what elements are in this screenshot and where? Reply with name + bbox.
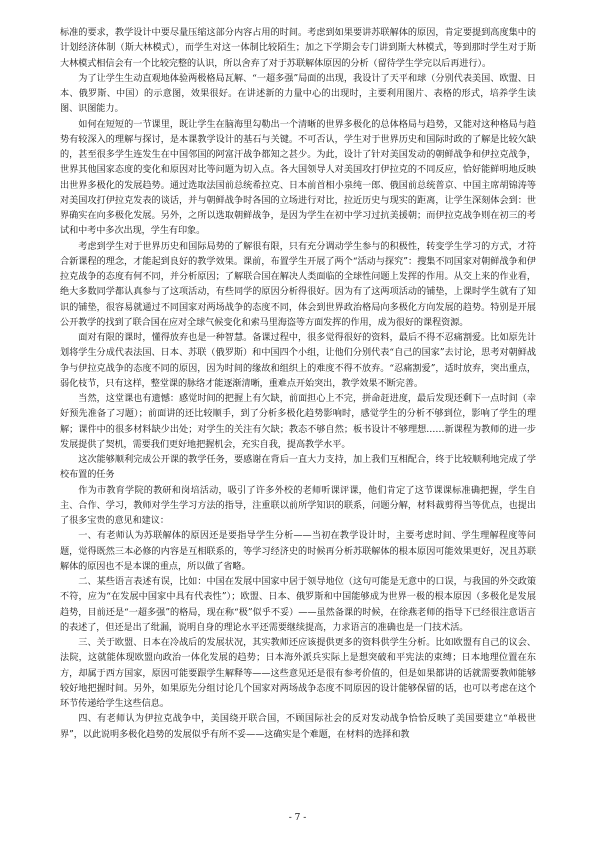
page-number: - 7 - [288,813,307,823]
paragraph-12: 四、有老师认为伊拉克战争中，美国绕开联合国，不顾国际社会的反对发动战争恰恰反映了美国要建立“单极世界”，以此说明多极化趋势的发展似乎有所不妥——这确实是个难题，在材料的选择和教 [60,714,536,740]
paragraph-2: 为了让学生生动直观地体验两极格局瓦解、“一超多强”局面的出现，我设计了天平和球（分别代表美国、欧盟、日本、俄罗斯、中国）的示意图，效果很好。在讲述新的力量中心的出现时，主要利用图片、表格的形式，培养学生读图、识图能力。 [60,73,536,115]
document-page [60,26,536,816]
paragraph-3: 如何在短短的一节课里，既让学生在脑海里勾勒出一个清晰的世界多极化的总体格局与趋势，又能对这种格局与趋势有较深入的理解与探讨，是本课教学设计的基石与关键。不可否认，学生对于世界历史和国际时政的了解是比较欠缺的，甚至很多学生连发生在中国邻国的阿富汗战争都知之甚少。为此，设计了针对美国发动的朝鲜战争和伊拉克战争，世界其他国家态度的变化和原因对比等问题为切入点。各大国领导人对美国攻打伊拉克的不同反应，恰好能鲜明地反映出世界多极化的发展趋势。通过选取法国前总统希拉克、日本前首相小泉纯一郎、俄国前总统普京、中国主席胡锦涛等对美国攻打伊拉克发表的谈话，并与朝鲜战争时各国的立场进行对比，拉近历史与现实的距离，让学生深刻体会到：世界确实在向多极化发展。另外，之所以选取朝鲜战争，是因为学生在初中学习过抗美援朝；而伊拉克战争则在初三的考试和中考中多次出现，学生有印象。 [60,119,536,237]
paragraph-5: 面对有限的课时，懂得放弃也是一种智慧。备课过程中，很多觉得很好的资料，最后不得不忍痛割爱。比如原先计划将学生分成代表法国、日本、苏联（俄罗斯）和中国四个小组，让他们分别代表“自己的国家”去讨论，思考对朝鲜战争与伊拉克战争的态度不同的原因，因为时间的缘故和组织上的难度不得不放弃。“忍痛割爱”，适时放弃，突出重点，弱化枝节，只有这样，整堂课的脉络才能逐渐清晰，重难点开始突出，教学效果不断完善。 [60,333,536,389]
paragraph-7: 这次能够顺利完成公开课的教学任务，要感谢在背后一直大力支持，加上我们互相配合，终于比较顺利地完成了学校布置的任务 [60,455,536,481]
paragraph-4: 考虑到学生对于世界历史和国际局势的了解很有限，只有充分调动学生参与的积极性，转变学生学习的方式，才符合新课程的理念，才能起到良好的教学效果。课前，布置学生开展了两个“活动与探究”：搜集不同国家对朝鲜战争和伊拉克战争的态度有何不同，并分析原因；了解联合国在解决人类面临的全球性问题上发挥的作用。从交上来的作业看，绝大多数同学都认真参与了这项活动，有些同学的原因分析得很好。因为有了这两项活动的铺垫，上课时学生就有了知识的铺垫，很容易就通过不同国家对两场战争的态度不同，体会到世界政治格局向多极化方向发展的趋势。特别是开展公开教学的找到了联合国在应对全球气候变化和索马里海盗等方面发挥的作用，成为很好的课程资源。 [60,241,536,328]
paragraph-6: 当然，这堂课也有遗憾：感觉时间的把握上有欠缺，前面担心上不完，拼命赶进度，最后发现还剩下一点时间（幸好预先准备了习题）；前面讲的还比较顺手，到了分析多极化趋势影响时，感觉学生的分析不够到位，影响了学生的理解；课件中的很多材料缺少出处；对学生的关注有欠缺；教态不够自然；板书设计不够理想……新课程为教师的进一步发展提供了契机，需要我们更好地把握机会，充实自我，提高教学水平。 [60,394,536,450]
paragraph-9: 一、有老师认为苏联解体的原因还是要指导学生分析——当初在教学设计时，主要考虑时间、学生理解程度等问题，觉得既然三本必修的内容是互相联系的，等学习经济史的时候再分析苏联解体的根本原因可能效果更好，况且苏联解体的原因也不是本课的重点，所以做了省略。 [60,531,536,572]
paragraph-10: 二、某些语言表述有误，比如：中国在发展中国家中居于领导地位（这句可能是无意中的口误，与我国的外交政策不符，应为“在发展中国家中具有代表性”）；欧盟、日本、俄罗斯和中国能够成为世界一极的根本原因（多极化是发展趋势，目前还是“一超多强”的格局，现在称“极”似乎不妥）——虽然备课的时候，在徐燕老师的指导下已经很注意语言的表述了，但还是出了纰漏，说明自身的理论水平还需要继续提高，力求语言的准确也是一门技术活。 [60,577,536,633]
paragraph-1: 标准的要求，教学设计中要尽量压缩这部分内容占用的时间。考虑到如果要讲苏联解体的原因，肯定要提到高度集中的计划经济体制（斯大林模式），而学生对这一体制比较陌生；加之下学期会专门讲到斯大林模式，等到那时学生对于斯大林模式相信会有一个比较完整的认识，所以舍弃了对于苏联解体原因的分析（留待学生学完以后再进行）。 [60,28,536,69]
paragraph-11: 三、关于欧盟、日本在冷战后的发展状况，其实教师还应该提供更多的资料供学生分析。比如欧盟有自己的议会、法院，这就能体现欧盟向政治一体化发展的趋势；日本海外派兵实际上是想突破和平宪法的束缚；日本地理位置在东方，却属于西方国家，原因可能要跟学生解释等——这些意见还是很有参考价值的，但是如果都讲的话就需要教师能够较好地把握时间。另外，如果原先分组讨论几个国家对两场战争态度不同原因的设计能够保留的话，也可以考虑在这个环节传递给学生这些信息。 [60,638,536,709]
paragraph-8: 作为市教育学院的教研和岗培活动，吸引了许多外校的老师听课评课，他们肯定了这节课课标准确把握，学生自主、合作、学习，教师对学生学习方法的指导，注重联以前所学知识的联系，问题分解，材料裁剪得当等优点，也提出了很多宝贵的意见和建议： [60,485,536,526]
